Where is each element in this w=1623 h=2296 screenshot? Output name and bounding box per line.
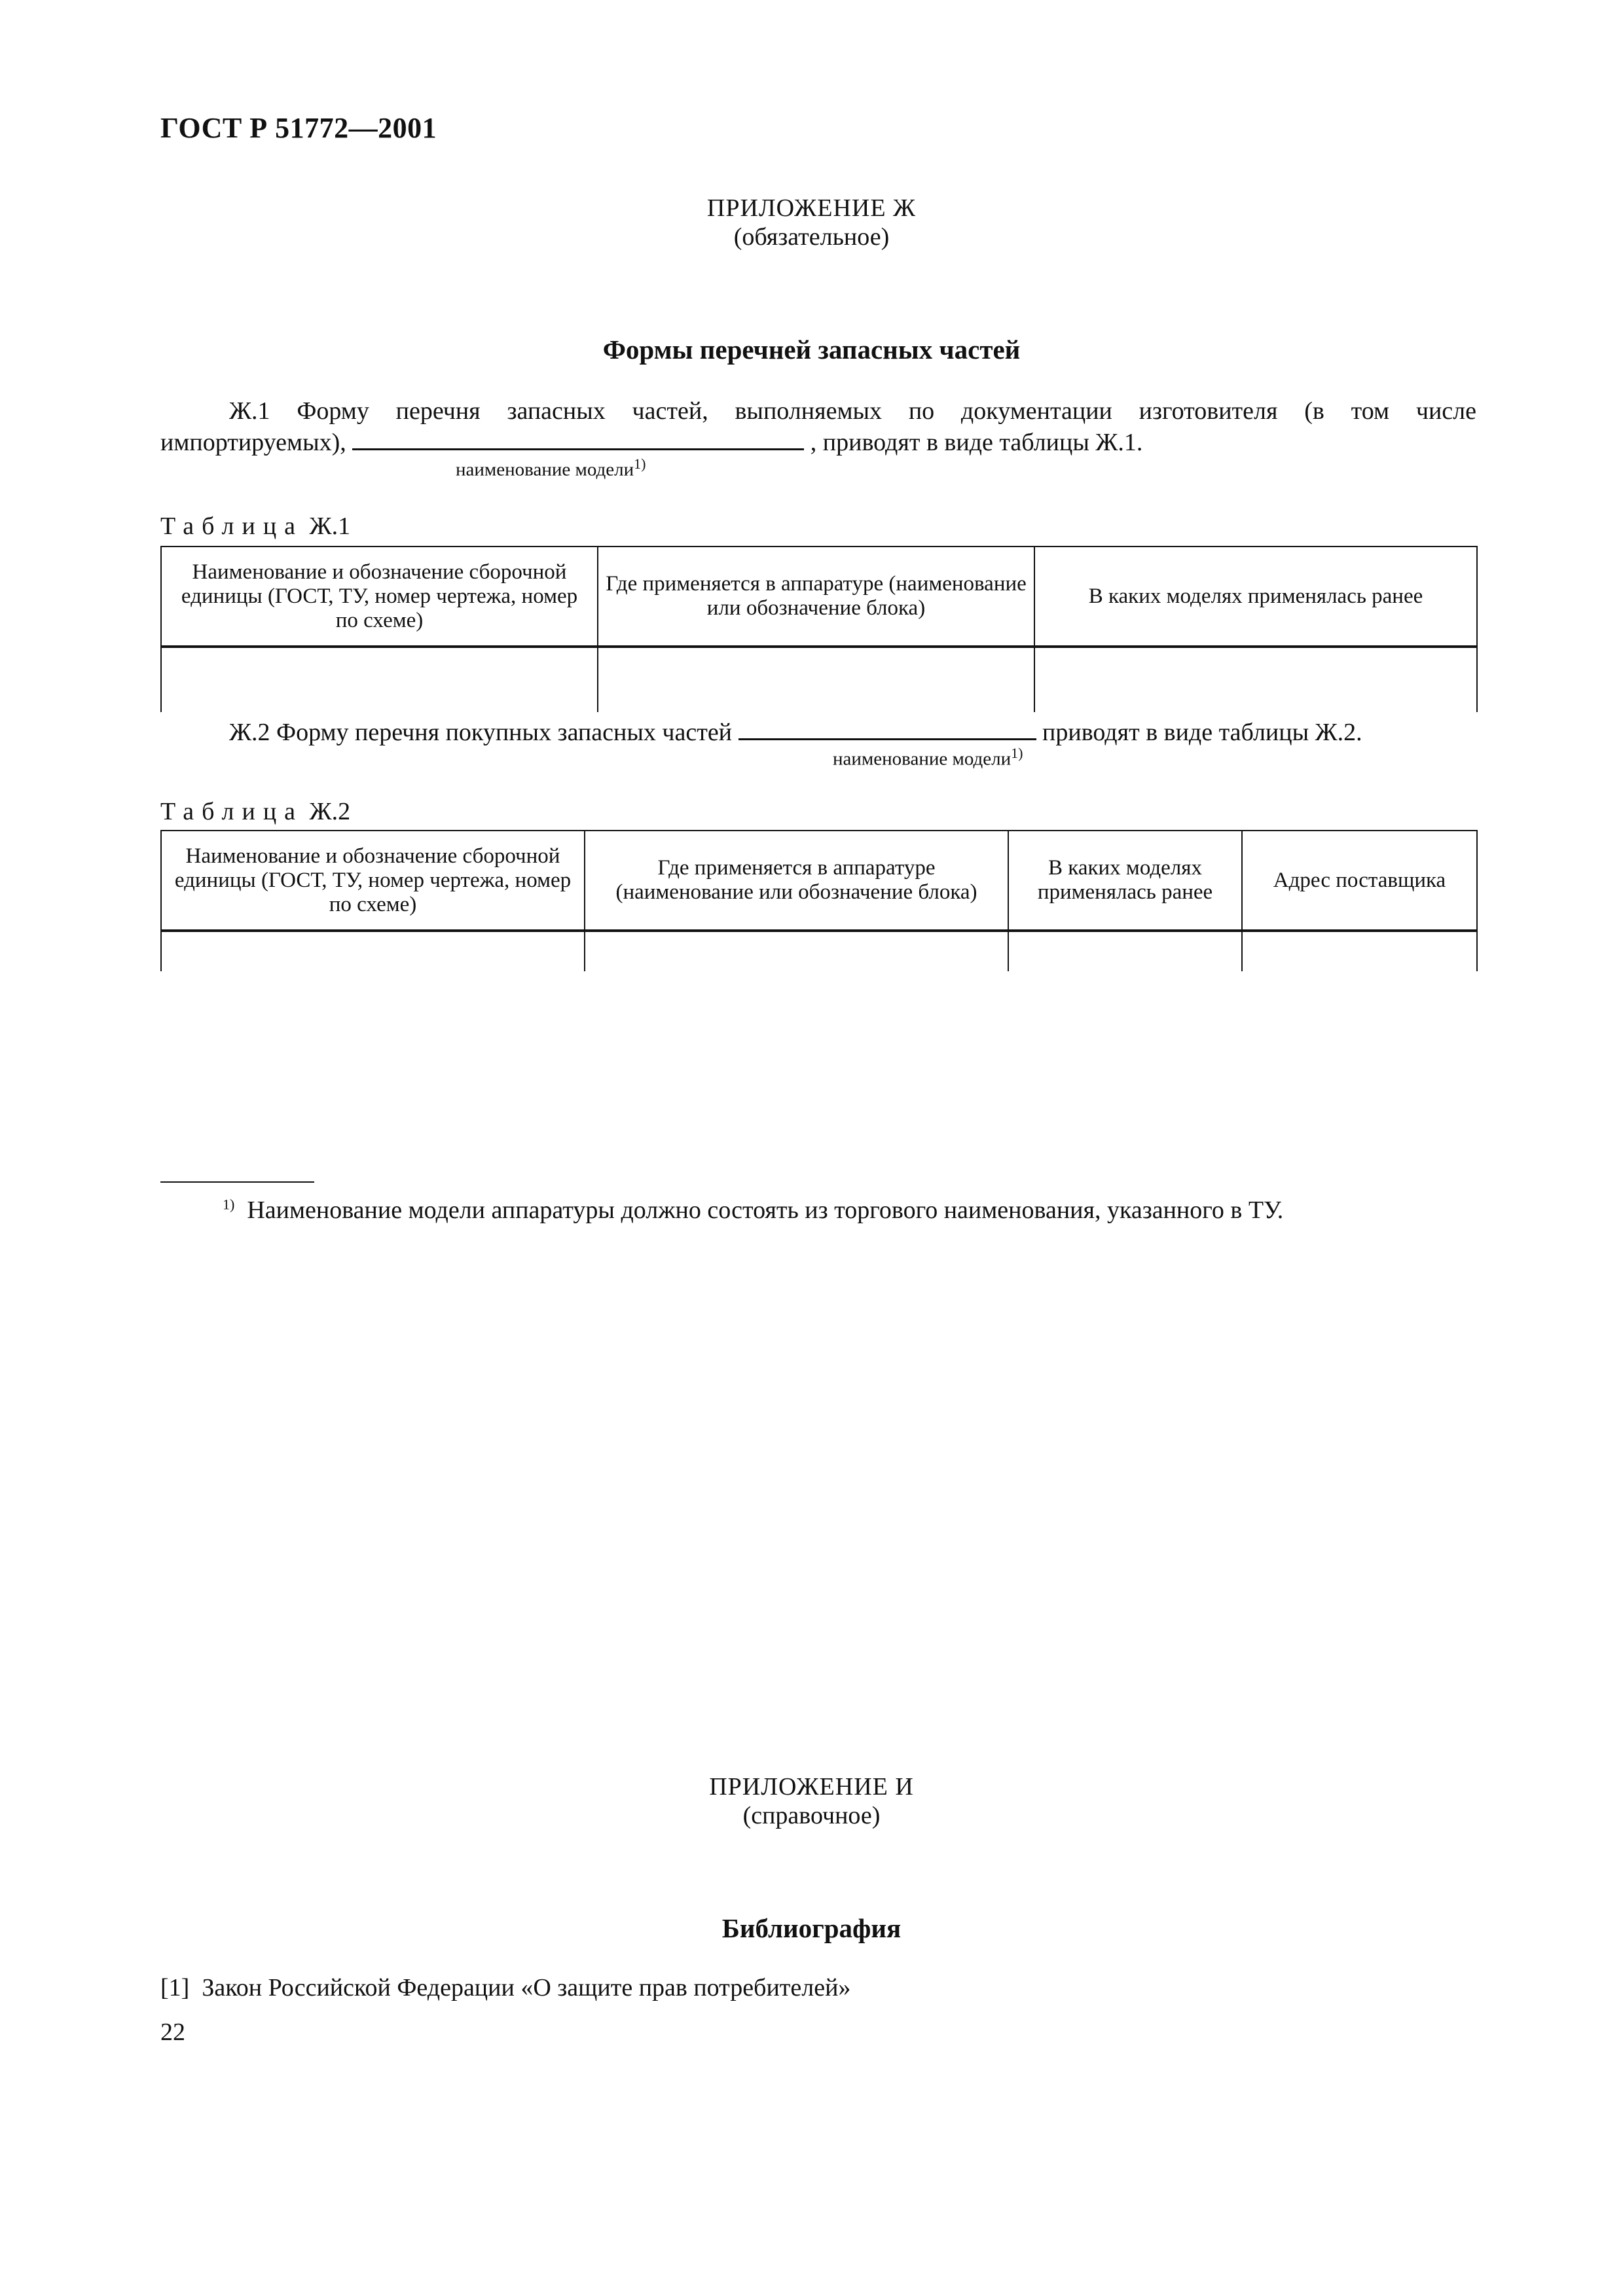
appendix-i-section-title: Библиография (721, 1913, 902, 1943)
appendix-zh-title: ПРИЛОЖЕНИЕ Ж (706, 194, 917, 222)
table2-caption: Таблица Ж.2 (160, 798, 351, 825)
table-cell (1008, 931, 1242, 971)
model-name-blank-1 (352, 427, 804, 450)
table-zh1-header-cell: Где применяется в аппаратуре (наименование или обозначение блока) (598, 547, 1034, 647)
appendix-zh-status: (обязательное) (733, 223, 890, 251)
paragraph-zh2: Ж.2 Форму перечня покупных запасных частей приводят в виде таблицы Ж.2. (229, 719, 1362, 746)
table-zh2-empty-row (161, 931, 1477, 971)
appendix-i-title: ПРИЛОЖЕНИЕ И (709, 1773, 914, 1801)
table-zh2 (160, 830, 1478, 971)
table-cell (161, 647, 598, 712)
model-name-blank-2 (739, 717, 1036, 740)
table-zh1 (160, 546, 1478, 712)
blank-caption-2: наименование модели$^{1)}$ (833, 745, 1023, 770)
footnote-separator (160, 1181, 314, 1183)
footnote: $^{1)}$ Наименование модели аппаратуры должно состоять из торгового наименования, указанного в ТУ. (223, 1196, 1284, 1224)
table-zh2-header-cell: В каких моделях применялась ранее (1008, 831, 1242, 931)
table-zh2-header-cell: Где применяется в аппаратуре (наименование или обозначение блока) (585, 831, 1008, 931)
table-zh1-header-row (161, 547, 1477, 647)
paragraph-zh1-line1: Ж.1 Форму перечня запасных частей, выполняемых по документации изготовителя (в том числе (229, 397, 1476, 425)
table1-caption: Таблица Ж.1 (160, 512, 351, 540)
table-cell (585, 931, 1008, 971)
page-number: 22 (160, 2018, 185, 2046)
table-cell (598, 647, 1034, 712)
appendix-zh-section-title: Формы перечней запасных частей (602, 334, 1021, 365)
table-cell (161, 931, 585, 971)
table-cell (1034, 647, 1477, 712)
bibliography-item: [1] Закон Российской Федерации «О защите прав потребителей» (160, 1974, 851, 2001)
table-zh1-empty-row (161, 647, 1477, 712)
document-code: ГОСТ Р 51772—2001 (160, 112, 437, 144)
table-zh2-header-row (161, 831, 1477, 931)
paragraph-zh1-line2: импортируемых), , приводят в виде таблицы Ж.1. (160, 429, 1143, 456)
table-zh1-header-cell: Наименование и обозначение сборочной единицы (ГОСТ, ТУ, номер чертежа, номер по схеме) (161, 547, 598, 647)
appendix-i-status: (справочное) (742, 1802, 881, 1829)
table-zh2-header-cell: Адрес поставщика (1242, 831, 1477, 931)
blank-caption-1: наименование модели$^{1)}$ (456, 456, 646, 480)
table-zh1-header-cell: В каких моделях применялась ранее (1034, 547, 1477, 647)
table-cell (1242, 931, 1477, 971)
table-zh2-header-cell: Наименование и обозначение сборочной единицы (ГОСТ, ТУ, номер чертежа, номер по схеме) (161, 831, 585, 931)
